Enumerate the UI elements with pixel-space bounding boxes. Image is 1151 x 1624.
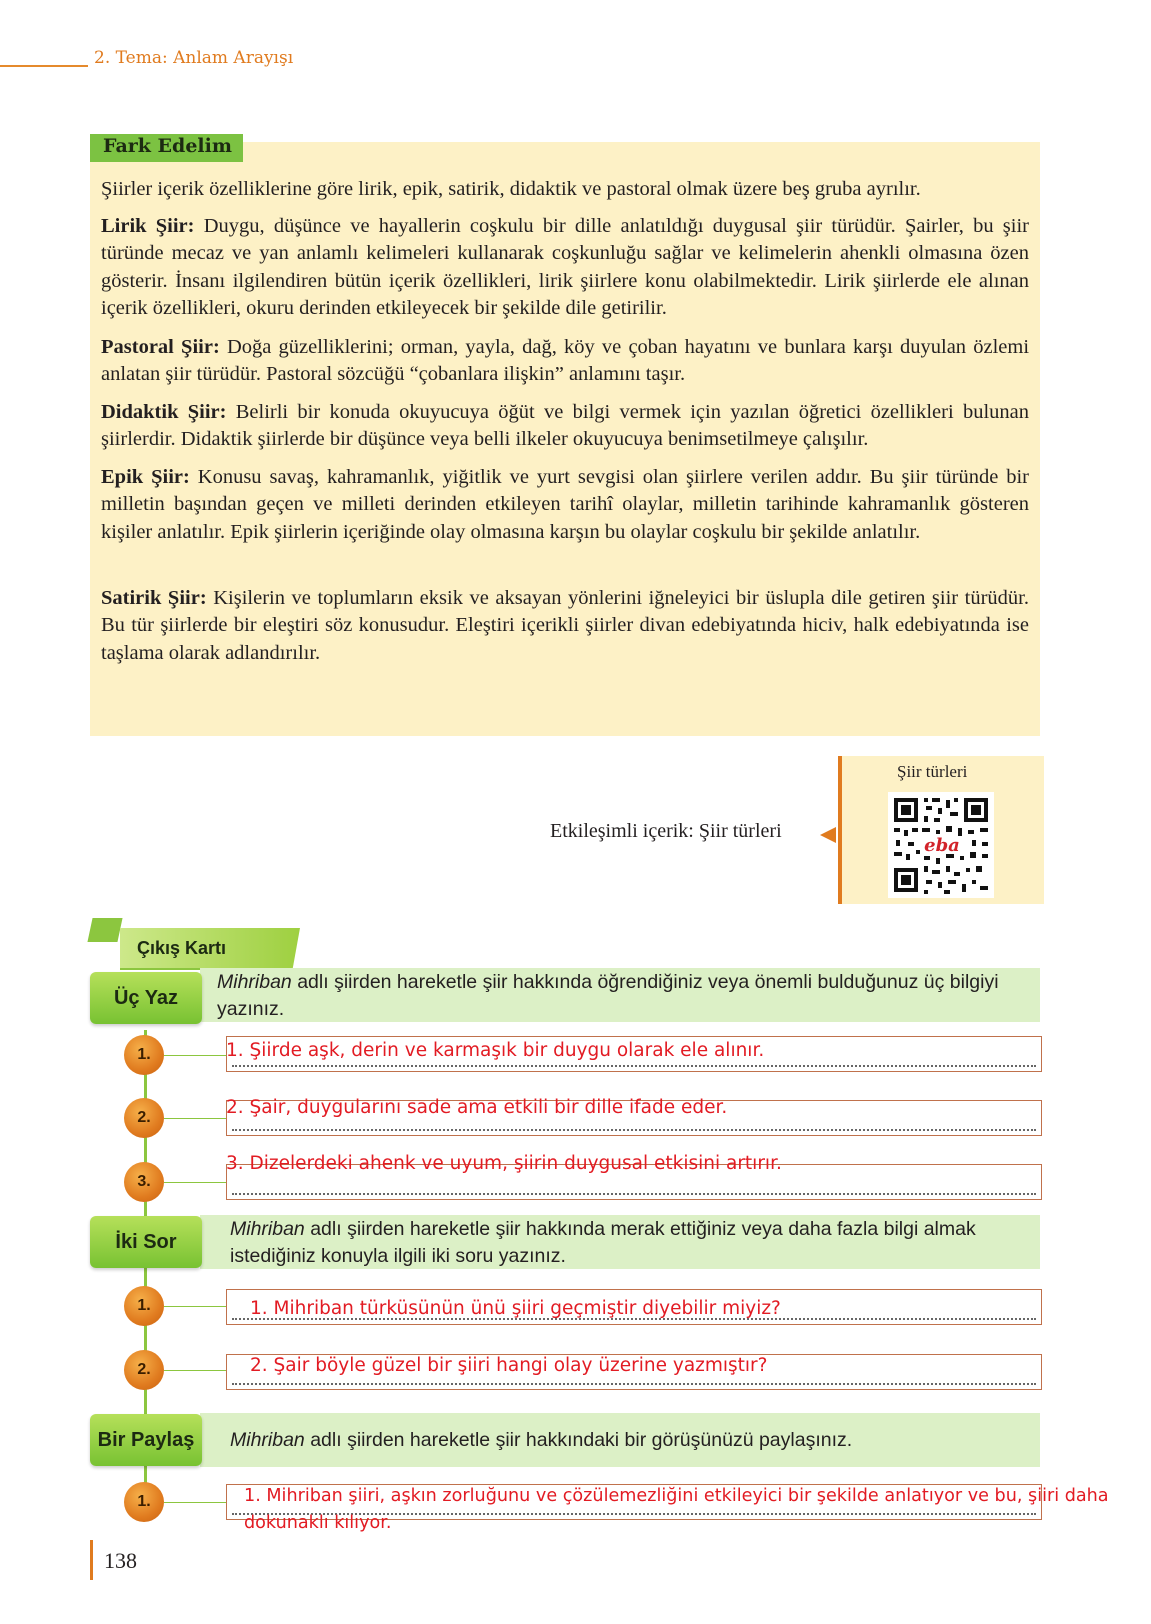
header-rule	[0, 65, 88, 67]
eba-logo: eba	[924, 835, 960, 856]
answer-number: 2.	[124, 1098, 164, 1138]
lirik-paragraph	[101, 213, 1029, 322]
definition: Kişilerin ve toplumların eksik ve aksayan yönlerini iğneleyici bir üslupla dile getiren şiir türüdür. Bu tür şiirlerde bir eleştiri söz konusudur. Eleştiri içerikli şiirler divan edebiyatında hiciv, halk edebiyatında ise taşlama olarak adlandırılır.	[101, 587, 1030, 664]
connector	[164, 1370, 226, 1371]
iki-sor-prompt	[230, 1216, 1045, 1270]
answer-text: 3. Dizelerdeki ahenk ve uyum, şiirin duygusal etkisini artırır.	[226, 1153, 782, 1174]
answer-text-line1: 1. Mihriban şiiri, aşkın zorluğunu ve çözülemezliğini etkileyici bir şekilde anlatıyor ve bu, şiiri daha	[244, 1486, 1109, 1506]
prompt-text: adlı şiirden hareketle şiir hakkında merak ettiğiniz veya daha fazla bilgi almak istediğiniz konuyla ilgili iki soru yazınız.	[230, 1218, 976, 1267]
page-number: 138	[104, 1548, 137, 1573]
definition: Konusu savaş, kahramanlık, yiğitlik ve yurt sevgisi olan şiirlere verilen addır. Bu şiir türünde bir milletin başından geçen ve milleti derinden etkileyen tarihî olaylar, milletin tarihinde kahramanlık gösteren kişiler anlatılır. Epik şiirlerin içeriğinde olay olmasına karşın bu olaylar coşkulu bir şekilde anlatılır.	[101, 466, 1030, 543]
uc-yaz-prompt	[217, 969, 1029, 1023]
definition: Doğa güzelliklerini; orman, yayla, dağ, köy ve çoban hayatını ve bunlara karşı duyulan özlemi anlatan şiir türüdür. Pastoral sözcüğü “çobanlara ilişkin” anlamını taşır.	[101, 336, 1030, 386]
prompt-text: adlı şiirden hareketle şiir hakkındaki bir görüşünüzü paylaşınız.	[304, 1429, 853, 1451]
connector	[164, 1118, 226, 1119]
answer-number: 3.	[124, 1162, 164, 1202]
answer-number: 1.	[124, 1286, 164, 1326]
answer-number: 1.	[124, 1035, 164, 1075]
didaktik-paragraph	[101, 399, 1029, 454]
definition: Belirli bir konuda okuyucuya öğüt ve bilgi vermek için yazılan öğretici özellikleri bulunan şiirlerdir. Didaktik şiirlerde bir düşünce veya belli ilkeler okuyucuya benimsetilmeye çalışılır.	[101, 401, 1029, 451]
exit-card-decoration	[87, 918, 122, 942]
bir-paylas-prompt	[230, 1427, 1030, 1454]
satirik-paragraph	[101, 585, 1029, 667]
dotted-line	[232, 1129, 1036, 1131]
prompt-text: adlı şiirden hareketle şiir hakkında öğrendiğiniz veya önemli bulduğunuz üç bilgiyi yazınız.	[217, 971, 999, 1020]
page-number-bar	[90, 1540, 93, 1580]
uc-yaz-pill: Üç Yaz	[90, 972, 202, 1024]
term: Satirik Şiir:	[101, 587, 207, 609]
fark-edelim-label: Fark Edelim	[103, 135, 232, 157]
answer-text: 2. Şair, duygularını sade ama etkili bir dille ifade eder.	[226, 1097, 728, 1118]
connector	[164, 1182, 226, 1183]
answer-number: 1.	[124, 1482, 164, 1522]
dotted-line	[232, 1193, 1036, 1195]
arrow-left-icon	[820, 827, 836, 843]
connector	[164, 1502, 226, 1503]
pastoral-paragraph	[101, 334, 1029, 389]
connector	[164, 1055, 226, 1056]
epik-paragraph	[101, 464, 1029, 546]
qr-title: Şiir türleri	[897, 762, 968, 781]
term: Pastoral Şiir:	[101, 336, 220, 358]
poem-title: Mihriban	[230, 1218, 305, 1240]
qr-graphic	[888, 792, 994, 898]
term: Epik Şiir:	[101, 466, 190, 488]
dotted-line	[232, 1065, 1036, 1067]
answer-text: 1. Mihriban türküsünün ünü şiiri geçmiştir diyebilir miyiz?	[250, 1298, 781, 1319]
intro-paragraph: Şiirler içerik özelliklerine göre lirik, epik, satirik, didaktik ve pastoral olmak üzere beş gruba ayrılır.	[101, 178, 921, 200]
answer-text: 1. Şiirde aşk, derin ve karmaşık bir duygu olarak ele alınır.	[226, 1040, 765, 1061]
term: Didaktik Şiir:	[101, 401, 227, 423]
poem-title: Mihriban	[230, 1429, 305, 1451]
answer-number: 2.	[124, 1350, 164, 1390]
definition: Duygu, düşünce ve hayallerin coşkulu bir dille anlatıldığı duygusal şiir türüdür. Şairler, bu şiir türünde mecaz ve yan anlamlı kelimeleri kullanarak coşkunluğu sağlar ve kelimelerin ahenkli olmasına özen gösterir. İnsanı ilgilendiren bütün içerik özellikleri, lirik şiirlere konu olabilmektedir. Lirik şiirlerde ele alınan içerik özellikleri, okuru derinden etkileyecek bir şekilde dile getirilir.	[101, 215, 1029, 319]
exit-card-title: Çıkış Kartı	[137, 938, 227, 958]
dotted-line	[232, 1383, 1036, 1385]
qr-code-icon[interactable]	[888, 792, 994, 898]
iki-sor-pill: İki Sor	[90, 1216, 202, 1268]
poem-title: Mihriban	[217, 971, 292, 993]
bir-paylas-pill: Bir Paylaş	[90, 1414, 202, 1466]
theme-title: 2. Tema: Anlam Arayışı	[94, 48, 294, 68]
answer-text: 2. Şair böyle güzel bir şiiri hangi olay üzerine yazmıştır?	[250, 1355, 768, 1376]
term: Lirik Şiir:	[101, 215, 195, 237]
interactive-content-label: Etkileşimli içerik: Şiir türleri	[550, 820, 782, 842]
answer-text-line2: dokunaklı kılıyor.	[244, 1513, 392, 1533]
connector	[164, 1306, 226, 1307]
